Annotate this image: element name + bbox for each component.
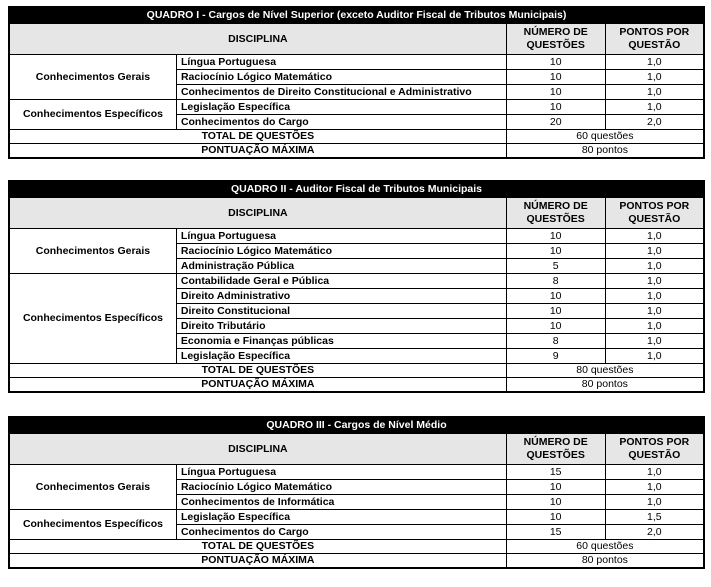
- total-questoes-value: 80 questões: [506, 364, 704, 378]
- questoes-cell: 10: [506, 70, 605, 85]
- pontuacao-maxima-value: 80 pontos: [506, 378, 704, 393]
- quadro-3: [8, 416, 705, 569]
- header-disciplina: DISCIPLINA: [9, 434, 506, 465]
- pontos-cell: 1,0: [605, 70, 704, 85]
- total-questoes-row: [9, 540, 704, 554]
- disciplina-cell: Língua Portuguesa: [176, 229, 506, 244]
- disciplina-cell: Legislação Específica: [176, 349, 506, 364]
- questoes-cell: 10: [506, 85, 605, 100]
- questoes-cell: 8: [506, 334, 605, 349]
- table-row: [9, 229, 704, 244]
- questoes-cell: 5: [506, 259, 605, 274]
- table-row: [9, 274, 704, 289]
- questoes-cell: 15: [506, 525, 605, 540]
- pontos-cell: 1,0: [605, 85, 704, 100]
- header-numero-line-2: QUESTÕES: [526, 213, 585, 225]
- questoes-cell: 10: [506, 229, 605, 244]
- header-numero-line-1: NÚMERO DE: [523, 436, 588, 448]
- questoes-cell: 9: [506, 349, 605, 364]
- header-numero-line-1: NÚMERO DE: [523, 26, 588, 38]
- group-label: Conhecimentos Gerais: [9, 229, 176, 274]
- questoes-cell: 10: [506, 289, 605, 304]
- quadro-table: [8, 6, 705, 159]
- pontos-cell: 1,0: [605, 349, 704, 364]
- pontos-cell: 1,0: [605, 465, 704, 480]
- total-questoes-label: TOTAL DE QUESTÕES: [9, 130, 506, 144]
- header-pontos-line-1: PONTOS POR: [619, 200, 690, 212]
- pontuacao-maxima-label: PONTUAÇÃO MÁXIMA: [9, 144, 506, 159]
- quadro-title-row: [9, 181, 704, 198]
- questoes-cell: 10: [506, 510, 605, 525]
- header-numero-line-2: QUESTÕES: [526, 449, 585, 461]
- header-numero-questoes: [506, 434, 605, 465]
- disciplina-cell: Conhecimentos do Cargo: [176, 525, 506, 540]
- disciplina-cell: Língua Portuguesa: [176, 465, 506, 480]
- group-label: Conhecimentos Específicos: [9, 510, 176, 540]
- header-pontos-questao: [605, 24, 704, 55]
- total-questoes-row: [9, 364, 704, 378]
- header-disciplina: DISCIPLINA: [9, 24, 506, 55]
- table-row: [9, 465, 704, 480]
- header-pontos-questao: [605, 434, 704, 465]
- total-questoes-value: 60 questões: [506, 540, 704, 554]
- pontos-cell: 2,0: [605, 115, 704, 130]
- total-questoes-row: [9, 130, 704, 144]
- pontos-cell: 1,0: [605, 289, 704, 304]
- questoes-cell: 10: [506, 495, 605, 510]
- header-pontos-questao: [605, 198, 704, 229]
- quadro-2: [8, 180, 705, 393]
- pontos-cell: 1,0: [605, 100, 704, 115]
- disciplina-cell: Raciocínio Lógico Matemático: [176, 480, 506, 495]
- header-numero-line-2: QUESTÕES: [526, 39, 585, 51]
- pontos-cell: 1,0: [605, 55, 704, 70]
- disciplina-cell: Língua Portuguesa: [176, 55, 506, 70]
- disciplina-cell: Direito Tributário: [176, 319, 506, 334]
- group-label: Conhecimentos Gerais: [9, 465, 176, 510]
- pontuacao-maxima-label: PONTUAÇÃO MÁXIMA: [9, 378, 506, 393]
- pontos-cell: 1,0: [605, 334, 704, 349]
- pontos-cell: 1,0: [605, 274, 704, 289]
- pontuacao-maxima-row: [9, 378, 704, 393]
- disciplina-cell: Legislação Específica: [176, 510, 506, 525]
- pontos-cell: 1,0: [605, 480, 704, 495]
- pontuacao-maxima-value: 80 pontos: [506, 554, 704, 569]
- questoes-cell: 10: [506, 319, 605, 334]
- pontuacao-maxima-label: PONTUAÇÃO MÁXIMA: [9, 554, 506, 569]
- disciplina-cell: Conhecimentos de Direito Constitucional e Administrativo: [176, 85, 506, 100]
- header-row: [9, 434, 704, 465]
- quadro-title-row: [9, 417, 704, 434]
- questoes-cell: 10: [506, 100, 605, 115]
- table-row: [9, 100, 704, 115]
- header-pontos-line-1: PONTOS POR: [619, 436, 690, 448]
- header-row: [9, 24, 704, 55]
- questoes-cell: 15: [506, 465, 605, 480]
- questoes-cell: 10: [506, 244, 605, 259]
- group-label: Conhecimentos Específicos: [9, 274, 176, 364]
- questoes-cell: 10: [506, 480, 605, 495]
- total-questoes-label: TOTAL DE QUESTÕES: [9, 364, 506, 378]
- quadro-table: [8, 416, 705, 569]
- header-pontos-line-1: PONTOS POR: [619, 26, 690, 38]
- quadro-title: QUADRO I - Cargos de Nível Superior (exceto Auditor Fiscal de Tributos Municipais): [9, 7, 704, 24]
- questoes-cell: 20: [506, 115, 605, 130]
- disciplina-cell: Conhecimentos de Informática: [176, 495, 506, 510]
- questoes-cell: 8: [506, 274, 605, 289]
- pontos-cell: 1,0: [605, 244, 704, 259]
- pontuacao-maxima-row: [9, 144, 704, 159]
- disciplina-cell: Legislação Específica: [176, 100, 506, 115]
- disciplina-cell: Conhecimentos do Cargo: [176, 115, 506, 130]
- table-row: [9, 55, 704, 70]
- total-questoes-label: TOTAL DE QUESTÕES: [9, 540, 506, 554]
- pontos-cell: 1,0: [605, 259, 704, 274]
- header-row: [9, 198, 704, 229]
- pontos-cell: 1,5: [605, 510, 704, 525]
- disciplina-cell: Economia e Finanças públicas: [176, 334, 506, 349]
- disciplina-cell: Direito Administrativo: [176, 289, 506, 304]
- questoes-cell: 10: [506, 304, 605, 319]
- header-pontos-line-2: QUESTÃO: [628, 39, 681, 51]
- quadro-1: [8, 6, 705, 159]
- header-numero-questoes: [506, 24, 605, 55]
- quadro-title: QUADRO II - Auditor Fiscal de Tributos Municipais: [9, 181, 704, 198]
- group-label: Conhecimentos Específicos: [9, 100, 176, 130]
- header-numero-questoes: [506, 198, 605, 229]
- pontos-cell: 1,0: [605, 304, 704, 319]
- disciplina-cell: Direito Constitucional: [176, 304, 506, 319]
- disciplina-cell: Raciocínio Lógico Matemático: [176, 70, 506, 85]
- table-row: [9, 510, 704, 525]
- quadro-title-row: [9, 7, 704, 24]
- pontuacao-maxima-row: [9, 554, 704, 569]
- group-label: Conhecimentos Gerais: [9, 55, 176, 100]
- total-questoes-value: 60 questões: [506, 130, 704, 144]
- pontos-cell: 2,0: [605, 525, 704, 540]
- disciplina-cell: Administração Pública: [176, 259, 506, 274]
- quadro-title: QUADRO III - Cargos de Nível Médio: [9, 417, 704, 434]
- pontos-cell: 1,0: [605, 319, 704, 334]
- pontos-cell: 1,0: [605, 229, 704, 244]
- questoes-cell: 10: [506, 55, 605, 70]
- header-numero-line-1: NÚMERO DE: [523, 200, 588, 212]
- disciplina-cell: Raciocínio Lógico Matemático: [176, 244, 506, 259]
- header-pontos-line-2: QUESTÃO: [628, 213, 681, 225]
- pontuacao-maxima-value: 80 pontos: [506, 144, 704, 159]
- quadro-table: [8, 180, 705, 393]
- header-disciplina: DISCIPLINA: [9, 198, 506, 229]
- disciplina-cell: Contabilidade Geral e Pública: [176, 274, 506, 289]
- header-pontos-line-2: QUESTÃO: [628, 449, 681, 461]
- pontos-cell: 1,0: [605, 495, 704, 510]
